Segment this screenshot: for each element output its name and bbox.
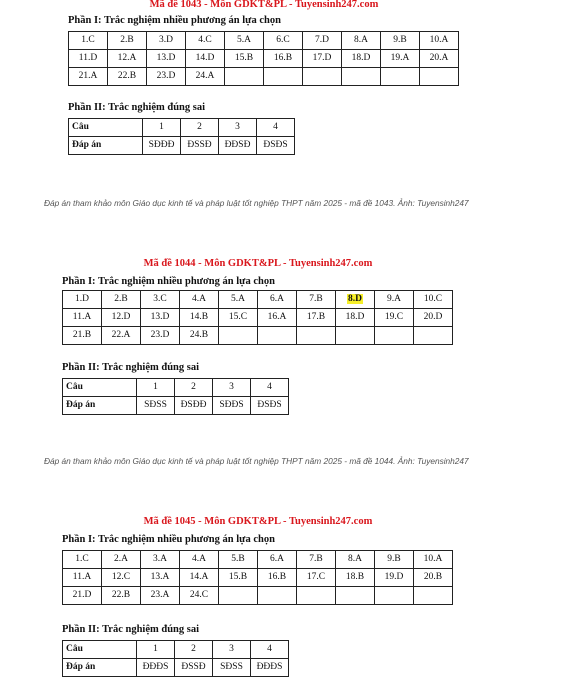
answer-cell: 15.B <box>219 569 258 587</box>
answer-image-1045 <box>52 509 464 689</box>
answer-cell: SĐSS <box>213 659 251 677</box>
answer-cell: 11.A <box>63 569 102 587</box>
table-row <box>63 641 289 659</box>
answer-cell: SĐĐS <box>213 397 251 415</box>
answer-cell: 13.D <box>147 50 186 68</box>
answer-cell: 17.B <box>297 309 336 327</box>
answer-cell: 4.A <box>180 291 219 309</box>
answer-cell: 22.B <box>108 68 147 86</box>
table-row <box>63 587 453 605</box>
answer-cell: 21.A <box>69 68 108 86</box>
answer-cell: ĐĐSĐ <box>219 137 257 155</box>
answer-cell: 17.C <box>297 569 336 587</box>
image-caption: Đáp án tham khảo môn Giáo dục kinh tế và pháp luật tốt nghiệp THPT năm 2025 - mã đề 1044. Ảnh: Tuyensinh247 <box>44 456 469 466</box>
table-row <box>69 50 459 68</box>
answer-cell <box>219 587 258 605</box>
table-row <box>69 68 459 86</box>
answer-cell: 16.A <box>258 309 297 327</box>
answer-cell: 12.A <box>108 50 147 68</box>
answer-cell: 24.C <box>180 587 219 605</box>
question-number: 3 <box>213 379 251 397</box>
answer-cell: ĐSĐS <box>251 397 289 415</box>
answer-cell: 19.A <box>381 50 420 68</box>
answer-image-1043 <box>58 0 470 168</box>
answer-cell: 23.A <box>141 587 180 605</box>
answer-cell <box>336 327 375 345</box>
answer-cell <box>303 68 342 86</box>
answer-cell <box>336 587 375 605</box>
answer-cell <box>297 587 336 605</box>
answer-cell: 1.C <box>63 551 102 569</box>
part2-table <box>62 640 289 677</box>
answer-cell <box>375 327 414 345</box>
answer-cell: 12.D <box>102 309 141 327</box>
answer-cell: 21.B <box>63 327 102 345</box>
answer-cell: 2.B <box>102 291 141 309</box>
part2-table <box>62 378 289 415</box>
section-title: Mã đề 1044 - Môn GDKT&PL - Tuyensinh247.com <box>143 258 373 269</box>
answer-cell <box>258 587 297 605</box>
part1-heading: Phần I: Trắc nghiệm nhiều phương án lựa chọn <box>68 15 281 26</box>
answer-cell <box>258 327 297 345</box>
table-row <box>63 309 453 327</box>
answer-cell: ĐSĐS <box>257 137 295 155</box>
answer-cell: 19.D <box>375 569 414 587</box>
answer-cell: 5.A <box>225 32 264 50</box>
row-label: Đáp án <box>63 659 137 677</box>
answer-cell: 18.B <box>336 569 375 587</box>
answer-cell: 4.A <box>180 551 219 569</box>
answer-cell: 1.C <box>69 32 108 50</box>
answer-cell: 10.C <box>414 291 453 309</box>
answer-cell: 10.A <box>420 32 459 50</box>
answer-cell: ĐSĐĐ <box>175 397 213 415</box>
part2-heading: Phần II: Trắc nghiệm đúng sai <box>68 102 206 113</box>
row-label: Đáp án <box>69 137 143 155</box>
answer-cell: 6.A <box>258 291 297 309</box>
answer-cell: 6.A <box>258 551 297 569</box>
answer-cell: 18.D <box>342 50 381 68</box>
answer-cell: 2.A <box>102 551 141 569</box>
question-number: 1 <box>137 379 175 397</box>
answer-cell <box>219 327 258 345</box>
section-title: Mã đề 1045 - Môn GDKT&PL - Tuyensinh247.com <box>143 516 373 527</box>
answer-cell: 20.A <box>420 50 459 68</box>
answer-cell: 9.A <box>375 291 414 309</box>
answer-cell: 3.C <box>141 291 180 309</box>
answer-cell: 14.A <box>180 569 219 587</box>
highlighted-answer: 8.D <box>348 294 362 304</box>
table-row <box>63 569 453 587</box>
answer-cell: 24.A <box>186 68 225 86</box>
answer-cell: 17.D <box>303 50 342 68</box>
answer-cell: 18.D <box>336 309 375 327</box>
answer-cell: 16.B <box>258 569 297 587</box>
answer-cell: 3.D <box>147 32 186 50</box>
answer-cell: ĐĐĐS <box>137 659 175 677</box>
table-row <box>63 291 453 309</box>
answer-cell <box>297 327 336 345</box>
answer-cell: 23.D <box>141 327 180 345</box>
answer-cell: 3.A <box>141 551 180 569</box>
question-number: 2 <box>181 119 219 137</box>
answer-cell: 13.A <box>141 569 180 587</box>
answer-cell: 6.C <box>264 32 303 50</box>
table-row <box>63 551 453 569</box>
part2-heading: Phần II: Trắc nghiệm đúng sai <box>62 624 200 635</box>
question-number: 2 <box>175 379 213 397</box>
table-row <box>69 119 295 137</box>
answer-cell: ĐSSĐ <box>175 659 213 677</box>
part1-table <box>62 550 453 605</box>
part2-heading: Phần II: Trắc nghiệm đúng sai <box>62 362 200 373</box>
answer-cell: 9.B <box>381 32 420 50</box>
answer-cell: 22.A <box>102 327 141 345</box>
answer-cell: 5.B <box>219 551 258 569</box>
answer-cell: ĐĐĐS <box>251 659 289 677</box>
row-label: Câu <box>63 379 137 397</box>
part1-table <box>68 31 459 86</box>
answer-cell: 14.B <box>180 309 219 327</box>
answer-cell: 7.B <box>297 291 336 309</box>
answer-cell: 8.A <box>336 551 375 569</box>
answer-cell: 15.B <box>225 50 264 68</box>
question-number: 4 <box>257 119 295 137</box>
answer-cell <box>375 587 414 605</box>
answer-cell: 16.B <box>264 50 303 68</box>
image-caption: Đáp án tham khảo môn Giáo dục kinh tế và pháp luật tốt nghiệp THPT năm 2025 - mã đề 1043. Ảnh: Tuyensinh247 <box>44 198 469 208</box>
answer-cell: 12.C <box>102 569 141 587</box>
answer-cell <box>414 587 453 605</box>
question-number: 2 <box>175 641 213 659</box>
table-row <box>63 379 289 397</box>
answer-cell <box>342 68 381 86</box>
answer-cell: 19.C <box>375 309 414 327</box>
answer-cell: 23.D <box>147 68 186 86</box>
part2-table <box>68 118 295 155</box>
answer-cell: 21.D <box>63 587 102 605</box>
answer-cell: 20.B <box>414 569 453 587</box>
row-label: Câu <box>63 641 137 659</box>
answer-cell: 7.D <box>303 32 342 50</box>
answer-cell: 20.D <box>414 309 453 327</box>
answer-cell: 22.B <box>102 587 141 605</box>
answer-cell <box>336 291 375 309</box>
section-title: Mã đề 1043 - Môn GDKT&PL - Tuyensinh247.com <box>149 0 379 10</box>
answer-cell: 4.C <box>186 32 225 50</box>
answer-image-1044 <box>52 253 464 425</box>
answer-cell: 11.D <box>69 50 108 68</box>
answer-cell: 9.B <box>375 551 414 569</box>
question-number: 3 <box>213 641 251 659</box>
answer-cell: 15.C <box>219 309 258 327</box>
question-number: 3 <box>219 119 257 137</box>
answer-cell: 14.D <box>186 50 225 68</box>
answer-cell: 7.B <box>297 551 336 569</box>
answer-cell <box>264 68 303 86</box>
answer-cell: 11.A <box>63 309 102 327</box>
question-number: 4 <box>251 379 289 397</box>
table-row <box>63 327 453 345</box>
question-number: 1 <box>143 119 181 137</box>
answer-cell: 8.A <box>342 32 381 50</box>
answer-cell: ĐSSĐ <box>181 137 219 155</box>
table-row <box>69 32 459 50</box>
answer-cell: 13.D <box>141 309 180 327</box>
answer-cell: 24.B <box>180 327 219 345</box>
answer-cell: 2.B <box>108 32 147 50</box>
row-label: Đáp án <box>63 397 137 415</box>
answer-cell: 1.D <box>63 291 102 309</box>
answer-cell <box>381 68 420 86</box>
row-label: Câu <box>69 119 143 137</box>
part1-heading: Phần I: Trắc nghiệm nhiều phương án lựa chọn <box>62 534 275 545</box>
question-number: 4 <box>251 641 289 659</box>
answer-cell <box>420 68 459 86</box>
answer-cell <box>414 327 453 345</box>
answer-cell <box>225 68 264 86</box>
question-number: 1 <box>137 641 175 659</box>
part1-table <box>62 290 453 345</box>
answer-cell: SĐĐĐ <box>143 137 181 155</box>
table-row <box>63 659 289 677</box>
answer-cell: 10.A <box>414 551 453 569</box>
answer-cell: 5.A <box>219 291 258 309</box>
answer-cell: SĐSS <box>137 397 175 415</box>
table-row <box>63 397 289 415</box>
part1-heading: Phần I: Trắc nghiệm nhiều phương án lựa chọn <box>62 276 275 287</box>
table-row <box>69 137 295 155</box>
